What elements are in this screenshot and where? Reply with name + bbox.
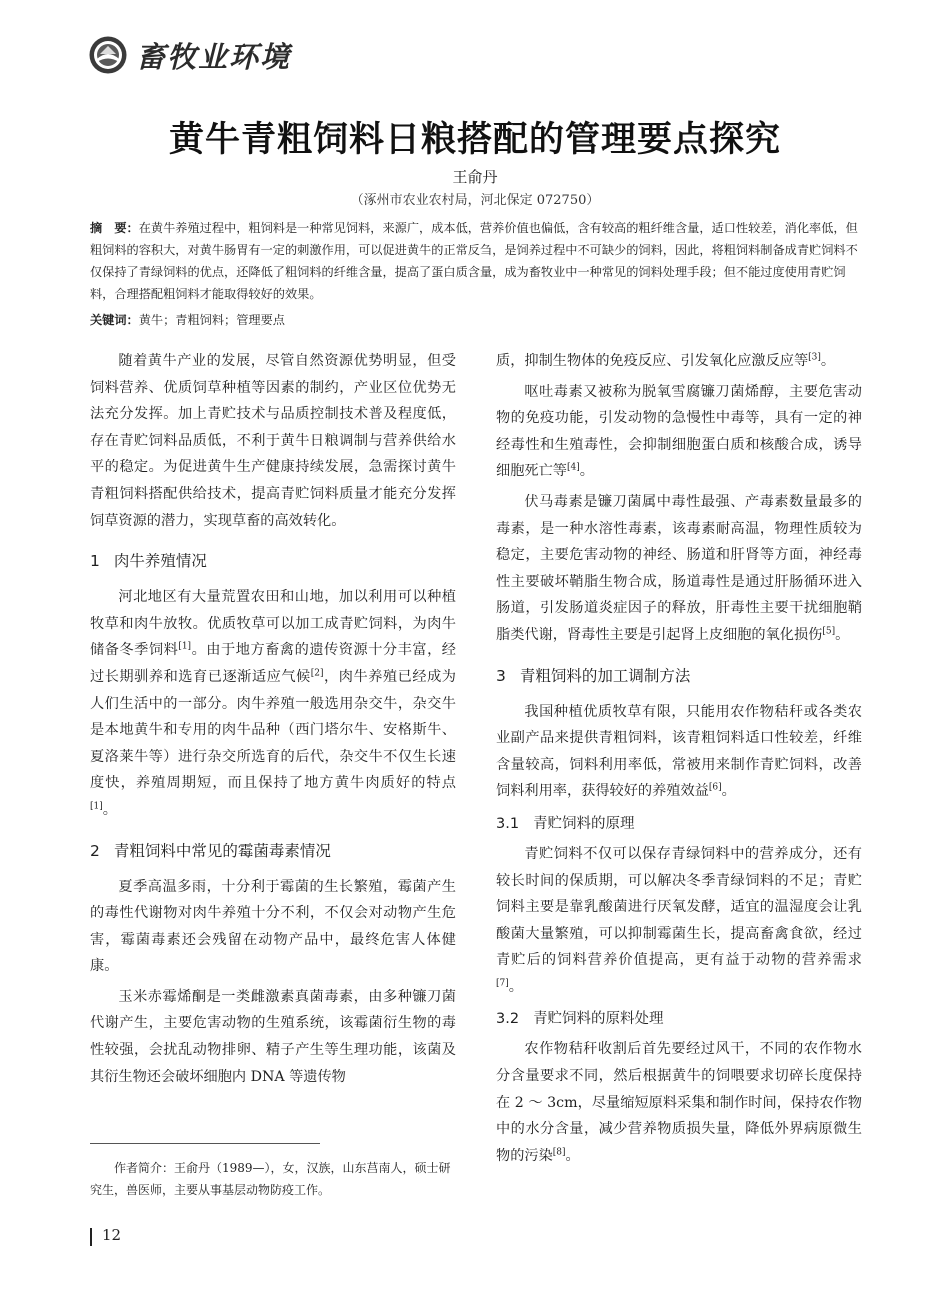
section-1-paragraph: 河北地区有大量荒置农田和山地，加以利用可以种植牧草和肉牛放牧。优质牧草可以加工成青贮饲料，为肉牛储备冬季饲料[1]。由于地方畜禽的遗传资源十分丰富，经过长期驯养和选育已逐渐适应气候[2]，肉牛养殖已经成为人们生活中的一部分。肉牛养殖一般选用杂交牛，杂交牛是本地黄牛和专用的肉牛品种（西门塔尔牛、安格斯牛、夏洛莱牛等）进行杂交所选育的后代，杂交牛不仅生长速度快，养殖周期短，而且保持了地方黄牛肉质好的特点[1]。 — [90, 589, 456, 818]
citation: [8] — [552, 1147, 566, 1158]
page-number: 12 — [102, 1226, 122, 1244]
section-2-paragraph-1: 夏季高温多雨，十分利于霉菌的生长繁殖，霉菌产生的毒性代谢物对肉牛养殖十分不利，不仅会对动物产生危害，霉菌毒素还会残留在动物产品中，最终危害人体健康。 — [90, 878, 456, 975]
citation: [1] — [90, 801, 103, 812]
section-number: 3 — [496, 666, 506, 685]
page-number-bar — [90, 1228, 92, 1246]
section-title: 青贮饲料的原料处理 — [533, 1011, 664, 1028]
keywords — [90, 309, 860, 331]
section-title: 肉牛养殖情况 — [113, 552, 207, 571]
continued-paragraph: 质，抑制生物体的免疫反应、引发氧化应激反应等[3]。 — [496, 352, 836, 369]
keywords-text: 黄牛；青粗饲料；管理要点 — [138, 313, 285, 327]
section-title: 青粗饲料中常见的霉菌毒素情况 — [113, 841, 331, 860]
fumonisin-paragraph: 伏马毒素是镰刀菌属中毒性最强、产毒素数量最多的毒素，是一种水溶性毒素，该毒素耐高温，物理性质较为稳定，主要危害动物的神经、肠道和肝肾等方面，神经毒性主要破坏鞘脂生物合成，肠道毒性是通过肝肠循环进入肠道，引发肠道炎症因子的释放，肝毒性主要干扰细胞鞘脂类代谢，肾毒性主要是引起肾上皮细胞的氧化损伤[5]。 — [496, 493, 862, 643]
author-footnote: 作者简介：王俞丹（1989—），女，汉族，山东莒南人，硕士研究生，兽医师，主要从事基层动物防疫工作。 — [90, 1161, 451, 1197]
article-author: 王俞丹 — [452, 168, 498, 186]
section-number: 3.2 — [496, 1011, 520, 1028]
left-column — [90, 348, 456, 1090]
section-2-paragraph-2: 玉米赤霉烯酮是一类雌激素真菌毒素，由多种镰刀菌代谢产生，主要危害动物的生殖系统，该霉菌衍生物的毒性较强，会扰乱动物排卵、精子产生等生理功能，该菌及其衍生物还会破坏细胞内 DNA 等遗传物 — [90, 988, 456, 1085]
article-title: 黄牛青粗饲料日粮搭配的管理要点探究 — [168, 120, 781, 160]
journal-header — [88, 32, 291, 78]
journal-seal-logo — [88, 35, 128, 75]
citation: [7] — [496, 978, 509, 989]
section-title: 青贮饲料的原理 — [533, 815, 635, 832]
citation: [1] — [178, 641, 192, 652]
citation: [4] — [566, 462, 580, 473]
author-affiliation: （涿州市农业农村局，河北保定 072750） — [350, 193, 600, 208]
abstract — [90, 217, 860, 305]
journal-name: 畜牧业环境 — [136, 39, 292, 74]
citation: [3] — [808, 352, 821, 363]
section-3-1-paragraph: 青贮饲料不仅可以保存青绿饲料中的营养成分，还有较长时间的保质期，可以解决冬季青绿饲料的不足；青贮饲料主要是靠乳酸菌进行厌氧发酵，适宜的温湿度会让乳酸菌大量繁殖，可以抑制霉菌生长，提高畜禽食欲，经过青贮后的饲料营养价值提高，更有益于动物的营养需求[7]。 — [496, 845, 862, 995]
right-column — [496, 348, 862, 1169]
abstract-text: 在黄牛养殖过程中，粗饲料是一种常见饲料，来源广，成本低，营养价值也偏低，含有较高的粗纤维含量，适口性较差，消化率低，但粗饲料的容积大，对黄牛肠胃有一定的刺激作用，可以促进黄牛的正常反刍，是饲养过程中不可缺少的饲料，因此，将粗饲料制备成青贮饲料不仅保持了青绿饲料的优点，还降低了粗饲料的纤维含量，提高了蛋白质含量，成为畜牧业中一种常见的饲料处理手段；但不能过度使用青贮饲料，合理搭配粗饲料才能取得较好的效果。 — [90, 221, 858, 301]
section-title: 青粗饲料的加工调制方法 — [519, 666, 691, 685]
intro-paragraph: 随着黄牛产业的发展，尽管自然资源优势明显，但受饲料营养、优质饲草种植等因素的制约，产业区位优势无法充分发挥。加上青贮技术与品质控制技术普及程度低，存在青贮饲料品质低，不利于黄牛日粮调制与营养供给水平的稳定。为促进黄牛生产健康持续发展，急需探讨黄牛青粗饲料搭配供给技术，提高青贮饲料质量才能充分发挥饲草资源的潜力，实现草畜的高效转化。 — [90, 353, 456, 529]
citation: [5] — [822, 626, 836, 637]
vomitoxin-paragraph: 呕吐毒素又被称为脱氧雪腐镰刀菌烯醇，主要危害动物的免疫功能，引发动物的急慢性中毒等，具有一定的神经毒性和生殖毒性，会抑制细胞蛋白质和核酸合成，诱导细胞死亡等[4]。 — [496, 383, 862, 480]
section-3-1-heading — [496, 811, 862, 837]
section-number: 3.1 — [496, 815, 520, 832]
footnote-divider — [90, 1143, 320, 1144]
citation: [6] — [708, 782, 722, 793]
section-2-heading — [90, 838, 456, 864]
section-number: 2 — [90, 841, 100, 860]
section-3-2-heading — [496, 1006, 862, 1032]
abstract-label: 摘 要： — [90, 221, 139, 235]
section-3-2-paragraph: 农作物秸秆收割后首先要经过风干，不同的农作物水分含量要求不同，然后根据黄牛的饲喂要求切碎长度保持在 2 ～ 3cm，尽量缩短原料采集和制作时间，保持农作物中的水分含量，减少营养物质损失量，降低外界病原微生物的污染[8]。 — [496, 1041, 862, 1164]
section-3-heading — [496, 663, 862, 689]
section-number: 1 — [90, 552, 100, 571]
section-1-heading — [90, 548, 456, 574]
section-3-paragraph: 我国种植优质牧草有限，只能用农作物秸秆或各类农业副产品来提供青粗饲料，该青粗饲料适口性较差，纤维含量较高，饲料利用率低，常被用来制作青贮饲料，改善饲料利用率，获得较好的养殖效益[6]。 — [496, 703, 862, 800]
citation: [2] — [310, 668, 324, 679]
keywords-label: 关键词： — [90, 313, 139, 327]
